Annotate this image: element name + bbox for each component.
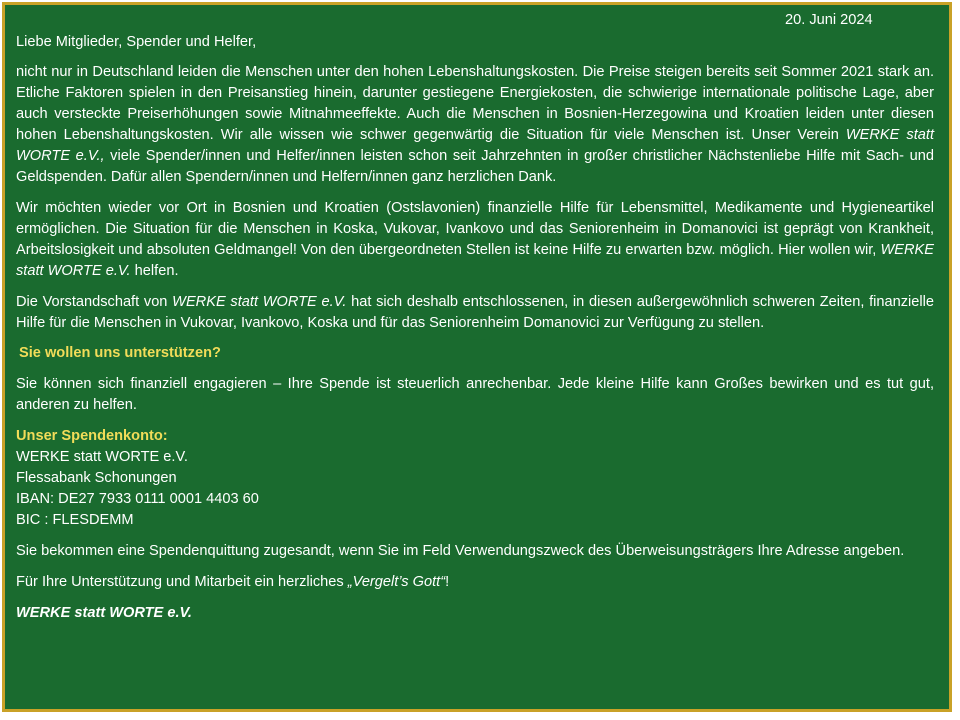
account-bank: Flessabank Schonungen [16, 470, 177, 486]
paragraph-text: helfen. [130, 263, 179, 279]
letter-date: 20. Juni 2024 [785, 12, 873, 28]
paragraph-text: nicht nur in Deutschland leiden die Menschen unter den hohen Lebenshaltungskosten. Die Preise steigen bereits seit Sommer 2021 stark an. Etliche Faktoren spielen in den Preisanstieg hinein, darunter gestiegene Energiekosten, die schwierige internationale politische Lage, aber auch versteckte Preiserhöhungen sowie Mitnahmeeffekte. Auch die Menschen in Bosnien-Herzegowina und Kroatien leiden unter diesen hohen Lebenshaltungskosten. Wir alle wissen wie schwer gegenwärtig die Situation für viele Menschen ist. Unser Verein [16, 64, 934, 143]
paragraph-text: Für Ihre Unterstützung und Mitarbeit ein herzliches [16, 574, 348, 590]
account-iban: IBAN: DE27 7933 0111 0001 4403 60 [16, 491, 259, 507]
support-question-heading: Sie wollen uns unterstützen? [19, 345, 221, 361]
paragraph-aid-locations [16, 198, 934, 282]
paragraph-text: ! [445, 574, 450, 590]
account-holder: WERKE statt WORTE e.V. [16, 449, 188, 465]
paragraph-thanks [16, 572, 934, 593]
paragraph-text: Die Vorstandschaft von [16, 294, 173, 310]
organization-name: WERKE statt WORTE e.V., [16, 127, 934, 164]
paragraph-cost-of-living [16, 62, 934, 188]
paragraph-receipt-info: Sie bekommen eine Spendenquittung zugesandt, wenn Sie im Feld Verwendungszweck des Überweisungsträgers Ihre Adresse angeben. [16, 543, 905, 559]
paragraph-donation-info: Sie können sich finanziell engagieren – Ihre Spende ist steuerlich anrechenbar. Jede kleine Hilfe kann Großes bewirken und es tut gut, anderen zu helfen. [16, 376, 934, 413]
donation-account [16, 426, 934, 531]
letter-body [16, 32, 934, 624]
paragraph-text: hat sich deshalb entschlossenen, in diesen außergewöhnlich schweren Zeiten, finanzielle Hilfe für die Menschen in Vukovar, Ivankovo, Koska und für das Seniorenheim Domanovici zur Verfügung zu stellen. [16, 294, 935, 331]
letter-greeting: Liebe Mitglieder, Spender und Helfer, [16, 34, 257, 50]
account-bic: BIC : FLESDEMM [16, 512, 134, 528]
paragraph-board-decision [16, 292, 934, 334]
organization-name: WERKE statt WORTE e.V. [16, 242, 934, 279]
paragraph-text: viele Spender/innen und Helfer/innen leisten schon seit Jahrzehnten in großer christlicher Nächstenliebe Hilfe mit Sach- und Geldspenden. Dafür allen Spendern/innen und Helfern/innen ganz herzlichen Dank. [16, 148, 934, 185]
paragraph-text: Wir möchten wieder vor Ort in Bosnien und Kroatien (Ostslavonien) finanzielle Hilfe für Lebensmittel, Medikamente und Hygieneartikel ermöglichen. Die Situation für die Menschen in Koska, Vukovar, Ivankovo und das Seniorenheim in Domanovici ist geprägt von Krankheit, Arbeitslosigkeit und absoluten Geldmangel! Von den übergeordneten Stellen ist keine Hilfe zu erwarten bzw. möglich. Hier wollen wir, [16, 200, 934, 258]
letter-slide [2, 2, 952, 712]
thanks-quote: „Vergelt’s Gott“ [347, 574, 446, 590]
letter-signature: WERKE statt WORTE e.V. [16, 605, 192, 621]
account-heading: Unser Spendenkonto: [16, 428, 168, 444]
organization-name: WERKE statt WORTE e.V. [172, 294, 347, 310]
